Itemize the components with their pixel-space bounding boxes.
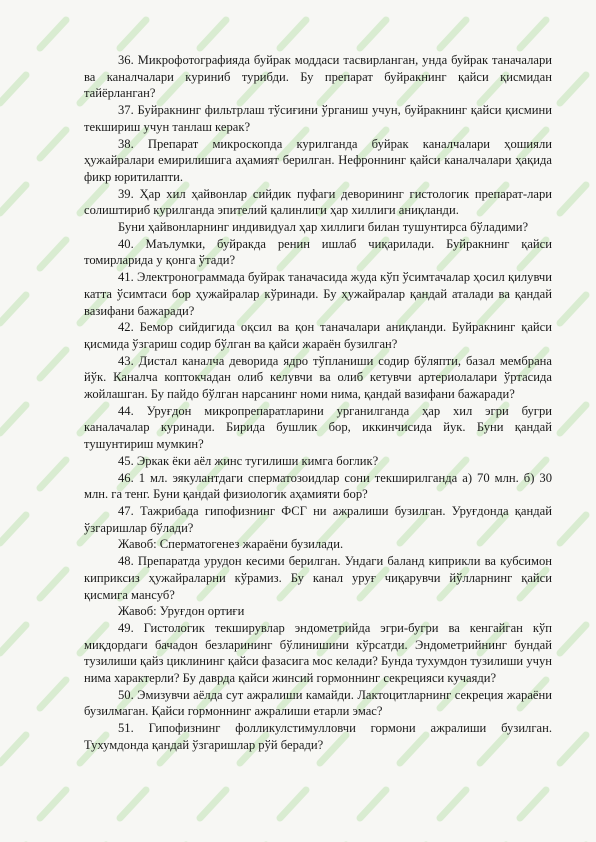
watermark-stroke	[0, 75, 26, 103]
watermark-stroke	[0, 515, 26, 543]
watermark-stroke	[120, 20, 146, 48]
watermark-stroke	[120, 790, 146, 818]
paragraph: Буни ҳайвонларнинг индивидуал ҳар хиллиги билан тушунтирса бўладими?	[118, 220, 529, 235]
answer-paragraph: Жавоб: Сперматогенез жараёни бузилади.	[118, 537, 344, 552]
watermark-stroke	[520, 20, 546, 48]
watermark-stroke	[0, 185, 26, 213]
watermark-stroke	[40, 20, 66, 48]
watermark-stroke	[0, 405, 26, 433]
watermark-stroke	[360, 20, 386, 48]
watermark-stroke	[40, 350, 66, 378]
answer-paragraph: Жавоб: Уруғдон ортиғи	[118, 604, 245, 619]
paragraph: 43. Дистал каналча деворида ядро тўпланиши содир бўляпти, базал мембрана йўк. Каналча коптокчадан олиб келувчи ва олиб кетувчи артериолалари ўртасида жойлашган. Бу пайдо бўлган нарсанинг номи нима, қандай вазифани бажаради?	[84, 353, 552, 402]
paragraph: 46. 1 мл. эякулантдаги сперматозоидлар сони текширилганда а) 70 млн. б) 30 млн. га тенг. Буни қандай физиологик аҳамияти бор?	[84, 470, 552, 502]
paragraph: 50. Эмизувчи аёлда сут ажралиши камайди. Лактоцитларнинг секреция жараёни бузилмаган. Қайси гормоннинг ажралиши етарли эмас?	[84, 687, 552, 719]
watermark-stroke	[360, 790, 386, 818]
watermark-stroke	[40, 240, 66, 268]
paragraph: 44. Уруғдон микропрепаратларини урганилганда ҳар хил эгри бугри каналачалар куринади. Бирида бушлик бор, иккинчисида йук. Буни қандай тушунтириш мумкин?	[84, 403, 552, 452]
paragraph: 48. Препаратда урудон кесими берилган. Ундаги баланд киприкли ва кубсимон киприксиз ҳужайраларни кўрамиз. Бу канал уруғ чиқарувчи йўлларнинг қайси қисмига мансуб?	[84, 554, 552, 602]
paragraph: 39. Ҳар хил ҳайвонлар сийдик пуфаги деворининг гистологик препарат-лари солиштириб курилганда эпителий қалинлиги ҳар хиллиги аниқланди.	[84, 186, 552, 218]
watermark-stroke	[0, 735, 26, 763]
watermark-stroke	[560, 75, 586, 103]
paragraph: 41. Электронограммада буйрак таначасида жуда кўп ўсимтачалар ҳосил қилувчи катта ўсимтаси бор ҳужайралар кўринади. Бу ҳужайралар қандай аталади ва қандай вазифани бажаради?	[84, 270, 552, 318]
watermark-stroke	[40, 570, 66, 598]
watermark-stroke	[440, 790, 466, 818]
document-page	[84, 52, 552, 754]
paragraph: 37. Буйракнинг фильтрлаш тўсиғини ўрганиш учун, буйракнинг қайси қисмини текшириш учун танлаш керак?	[84, 103, 552, 134]
paragraph: 47. Тажрибада гипофизнинг ФСГ ни ажралиши бузилган. Уруғдонда қандай ўзгаришлар бўлади?	[84, 503, 552, 535]
watermark-stroke	[200, 20, 226, 48]
watermark-stroke	[560, 735, 586, 763]
paragraph: 42. Бемор сийдигида оқсил ва қон таначалари аниқланди. Буйракнинг қайси қисмида ўзгариш содир бўлган ва қайси жараён бузилган?	[84, 320, 552, 351]
watermark-stroke	[560, 185, 586, 213]
paragraph: 36. Микрофотографияда буйрак моддаси тасвирланган, унда буйрак таначалари ва каналчалари куриниб турибди. Бу препарат буйракнинг қайси қисмидан тайёрланган?	[84, 53, 552, 101]
watermark-stroke	[40, 790, 66, 818]
watermark-stroke	[0, 295, 26, 323]
watermark-stroke	[40, 130, 66, 158]
watermark-stroke	[40, 460, 66, 488]
paragraph: 38. Препарат микроскопда курилганда буйрак каналчалари ҳошияли ҳужайралари емирилишига аҳамият берилган. Нефроннинг қайси каналчалари ҳақида фикр юритилапти.	[84, 136, 552, 184]
watermark-stroke	[280, 790, 306, 818]
watermark-stroke	[200, 790, 226, 818]
watermark-stroke	[440, 20, 466, 48]
watermark-stroke	[520, 790, 546, 818]
watermark-stroke	[40, 680, 66, 708]
watermark-stroke	[560, 295, 586, 323]
paragraph: 49. Гистологик текширувлар эндометрийда эгри-бугри ва кенгайган кўп миқдордаги бачадон безларининг бўлинишини кўрсатди. Эндометрийнинг бундай тузилиши қайз циклининг қайси фазасига мос келади? Бунда тухумдон тузилиши учун нима характерли? Бу даврда қайси жинсий гормоннинг секрецияси кучаяди?	[84, 620, 552, 686]
watermark-stroke	[560, 405, 586, 433]
watermark-stroke	[0, 625, 26, 653]
watermark-stroke	[280, 20, 306, 48]
paragraph: 51. Гипофизнинг фолликулстимулловчи гормони ажралиши бузилган. Тухумдонда қандай ўзгаришлар рўй беради?	[84, 721, 552, 752]
paragraph: 40. Маълумки, буйракда ренин ишлаб чиқарилади. Буйракнинг қайси томирларида у қонга ўтади?	[84, 236, 552, 268]
watermark-stroke	[560, 625, 586, 653]
watermark-stroke	[560, 515, 586, 543]
paragraph: 45. Эркак ёки аёл жинс тугилиши кимга боглик?	[118, 453, 379, 468]
